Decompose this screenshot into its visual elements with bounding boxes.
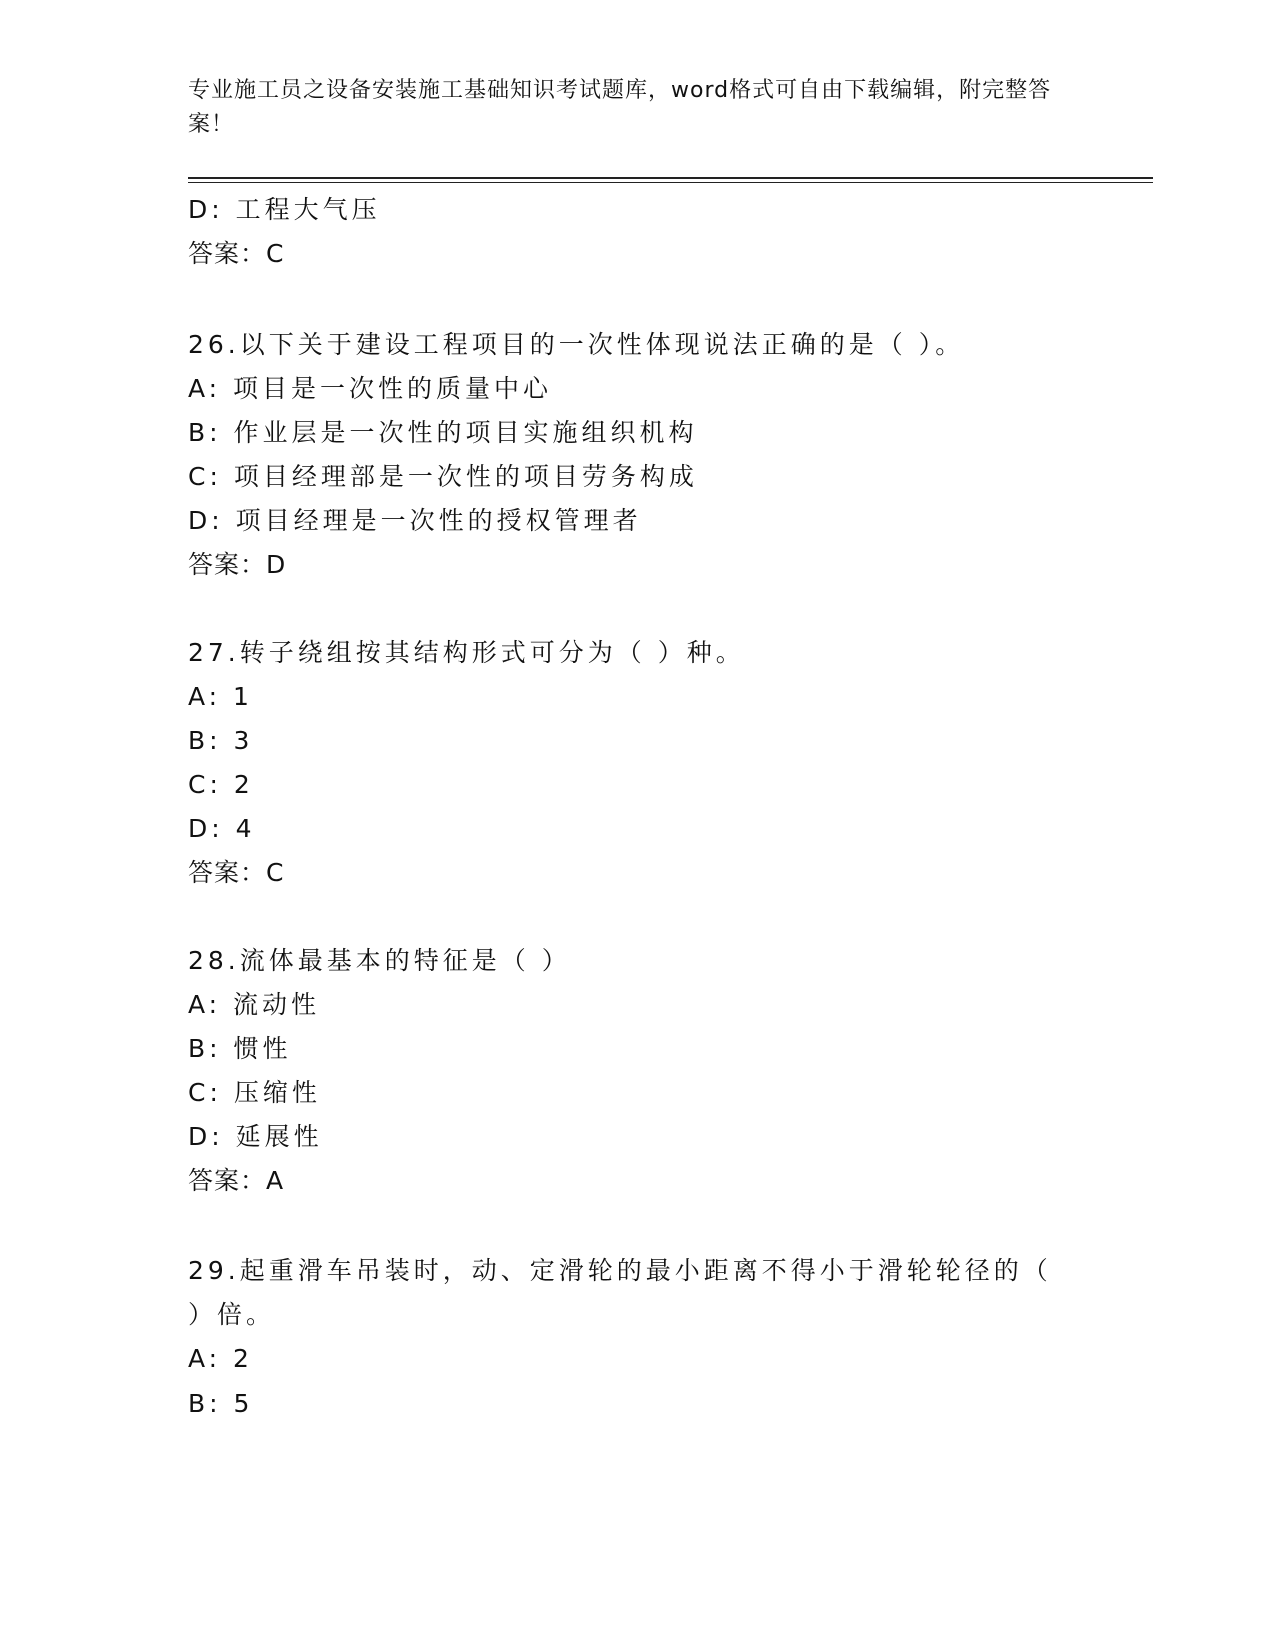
document-header: 专业施工员之设备安装施工基础知识考试题库，word格式可自由下载编辑，附完整答案！	[188, 78, 1052, 137]
question-29-continued: ）倍。	[188, 1300, 276, 1329]
option-c-q27: C: 2	[188, 770, 254, 799]
option-a-q29: A: 2	[188, 1344, 253, 1373]
option-b-q29: B: 5	[188, 1389, 254, 1418]
option-d-q25: D: 工程大气压	[188, 195, 381, 224]
option-b-q28: B: 惯性	[188, 1034, 292, 1063]
question-26: 26.以下关于建设工程项目的一次性体现说法正确的是（ ）。	[188, 330, 965, 359]
option-a-q28: A: 流动性	[188, 990, 321, 1019]
option-d-q28: D: 延展性	[188, 1122, 323, 1151]
question-29: 29.起重滑车吊装时，动、定滑轮的最小距离不得小于滑轮轮径的（	[188, 1256, 1052, 1285]
option-b-q26: B: 作业层是一次性的项目实施组织机构	[188, 418, 698, 447]
question-27: 27.转子绕组按其结构形式可分为（ ）种。	[188, 638, 745, 667]
question-28: 28.流体最基本的特征是（ ）	[188, 946, 571, 975]
option-c-q28: C: 压缩性	[188, 1078, 321, 1107]
answer-q27: 答案：C	[188, 858, 285, 887]
option-d-q26: D: 项目经理是一次性的授权管理者	[188, 506, 642, 535]
option-a-q26: A: 项目是一次性的质量中心	[188, 374, 553, 403]
option-a-q27: A: 1	[188, 682, 253, 711]
header-divider-thick	[188, 177, 1153, 179]
answer-q25: 答案：C	[188, 239, 285, 268]
option-d-q27: D: 4	[188, 814, 256, 843]
option-b-q27: B: 3	[188, 726, 254, 755]
answer-q26: 答案：D	[188, 550, 287, 579]
header-divider-thin	[188, 182, 1153, 183]
answer-q28: 答案：A	[188, 1166, 285, 1195]
option-c-q26: C: 项目经理部是一次性的项目劳务构成	[188, 462, 698, 491]
